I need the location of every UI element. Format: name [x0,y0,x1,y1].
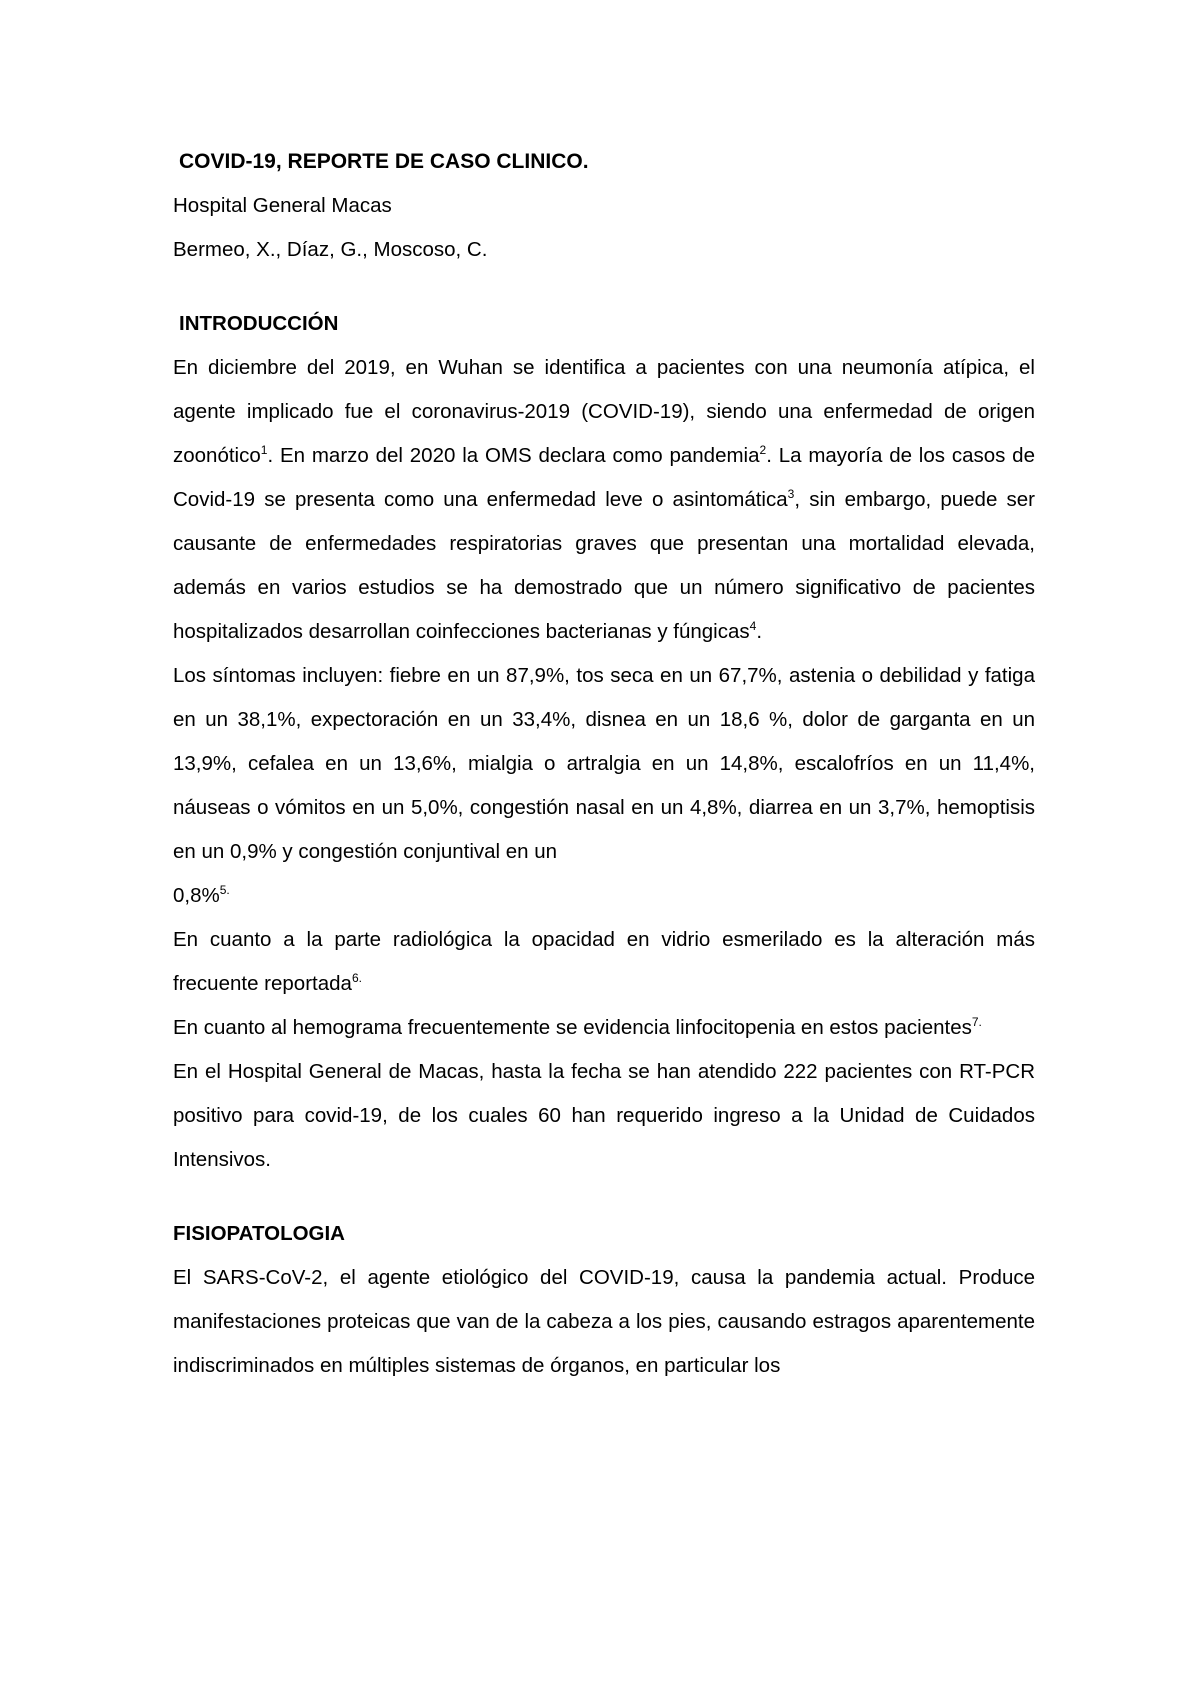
intro-paragraph-5: En el Hospital General de Macas, hasta la fecha se han atendido 222 pacientes con RT-PCR positivo para covid-19, de los cuales 60 han requerido ingreso a la Unidad de Cuidados Intensivos. [173,1060,1035,1171]
intro-paragraph-2 [173,654,1035,874]
document-body [173,140,1035,1388]
intro-p4-text-a: En cuanto al hemograma frecuentemente se evidencia linfocitopenia en estos pacientes [173,1016,972,1039]
intro-p1-text-c: . La mayoría de los casos de Covid-19 se presenta como una enfermedad leve o asintomática [173,444,1035,511]
fisio-paragraph-1: El SARS-CoV-2, el agente etiológico del COVID-19, causa la pandemia actual. Produce manifestaciones proteicas que van de la cabeza a los pies, causando estragos aparentemente indiscriminados en múltiples sistemas de órganos, en particular los [173,1266,1035,1377]
footnote-ref-6: 6. [351,971,362,986]
intro-p3-text-a: En cuanto a la parte radiológica la opacidad en vidrio esmerilado es la alteración más frecuente reportada [173,928,1035,995]
footnote-ref-7: 7. [971,1015,982,1030]
intro-p1-text-a: En diciembre del 2019, en Wuhan se identifica a pacientes con una neumonía atípica, el agente implicado fue el coronavirus-2019 (COVID-19), siendo una enfermedad de origen zoonótico [173,356,1035,467]
institution: Hospital General Macas [173,194,392,217]
intro-p2-text-b: 0,8% [173,884,220,907]
document-title: COVID-19, REPORTE DE CASO CLINICO. [179,150,589,173]
spacer [173,1182,1035,1212]
section-heading-fisiopatologia: FISIOPATOLOGIA [173,1222,345,1245]
intro-p2-text-a: Los síntomas incluyen: fiebre en un 87,9%, tos seca en un 67,7%, astenia o debilidad y fatiga en un 38,1%, expectoración en un 33,4%, disnea en un 18,6 %, dolor de garganta en un 13,9%, cefalea en un 13,6%, mialgia o artralgia en un 14,8%, escalofríos en un 11,4%, náuseas o vómitos en un 5,0%, congestión nasal en un 4,8%, diarrea en un 3,7%, hemoptisis en un 0,9% y congestión conjuntival en un [173,664,1035,863]
intro-paragraph-1 [173,346,1035,654]
intro-paragraph-3 [173,918,1035,1006]
intro-paragraph-4 [173,1006,1035,1050]
section-heading-introduccion: INTRODUCCIÓN [179,312,339,335]
intro-paragraph-2-tail [173,874,1035,918]
footnote-ref-2: 2 [759,443,767,458]
footnote-ref-3: 3 [787,487,795,502]
footnote-ref-1: 1 [260,443,268,458]
spacer [173,272,1035,302]
footnote-ref-5: 5. [219,883,230,898]
footnote-ref-4: 4 [749,619,757,634]
intro-p1-text-b: . En marzo del 2020 la OMS declara como pandemia [267,444,760,467]
intro-p1-text-d: , sin embargo, puede ser causante de enfermedades respiratorias graves que presentan una mortalidad elevada, además en varios estudios se ha demostrado que un número significativo de pacientes hospitalizados desarrollan coinfecciones bacterianas y fúngicas [173,488,1035,643]
authors: Bermeo, X., Díaz, G., Moscoso, C. [173,238,488,261]
intro-p1-text-e: . [756,620,763,643]
